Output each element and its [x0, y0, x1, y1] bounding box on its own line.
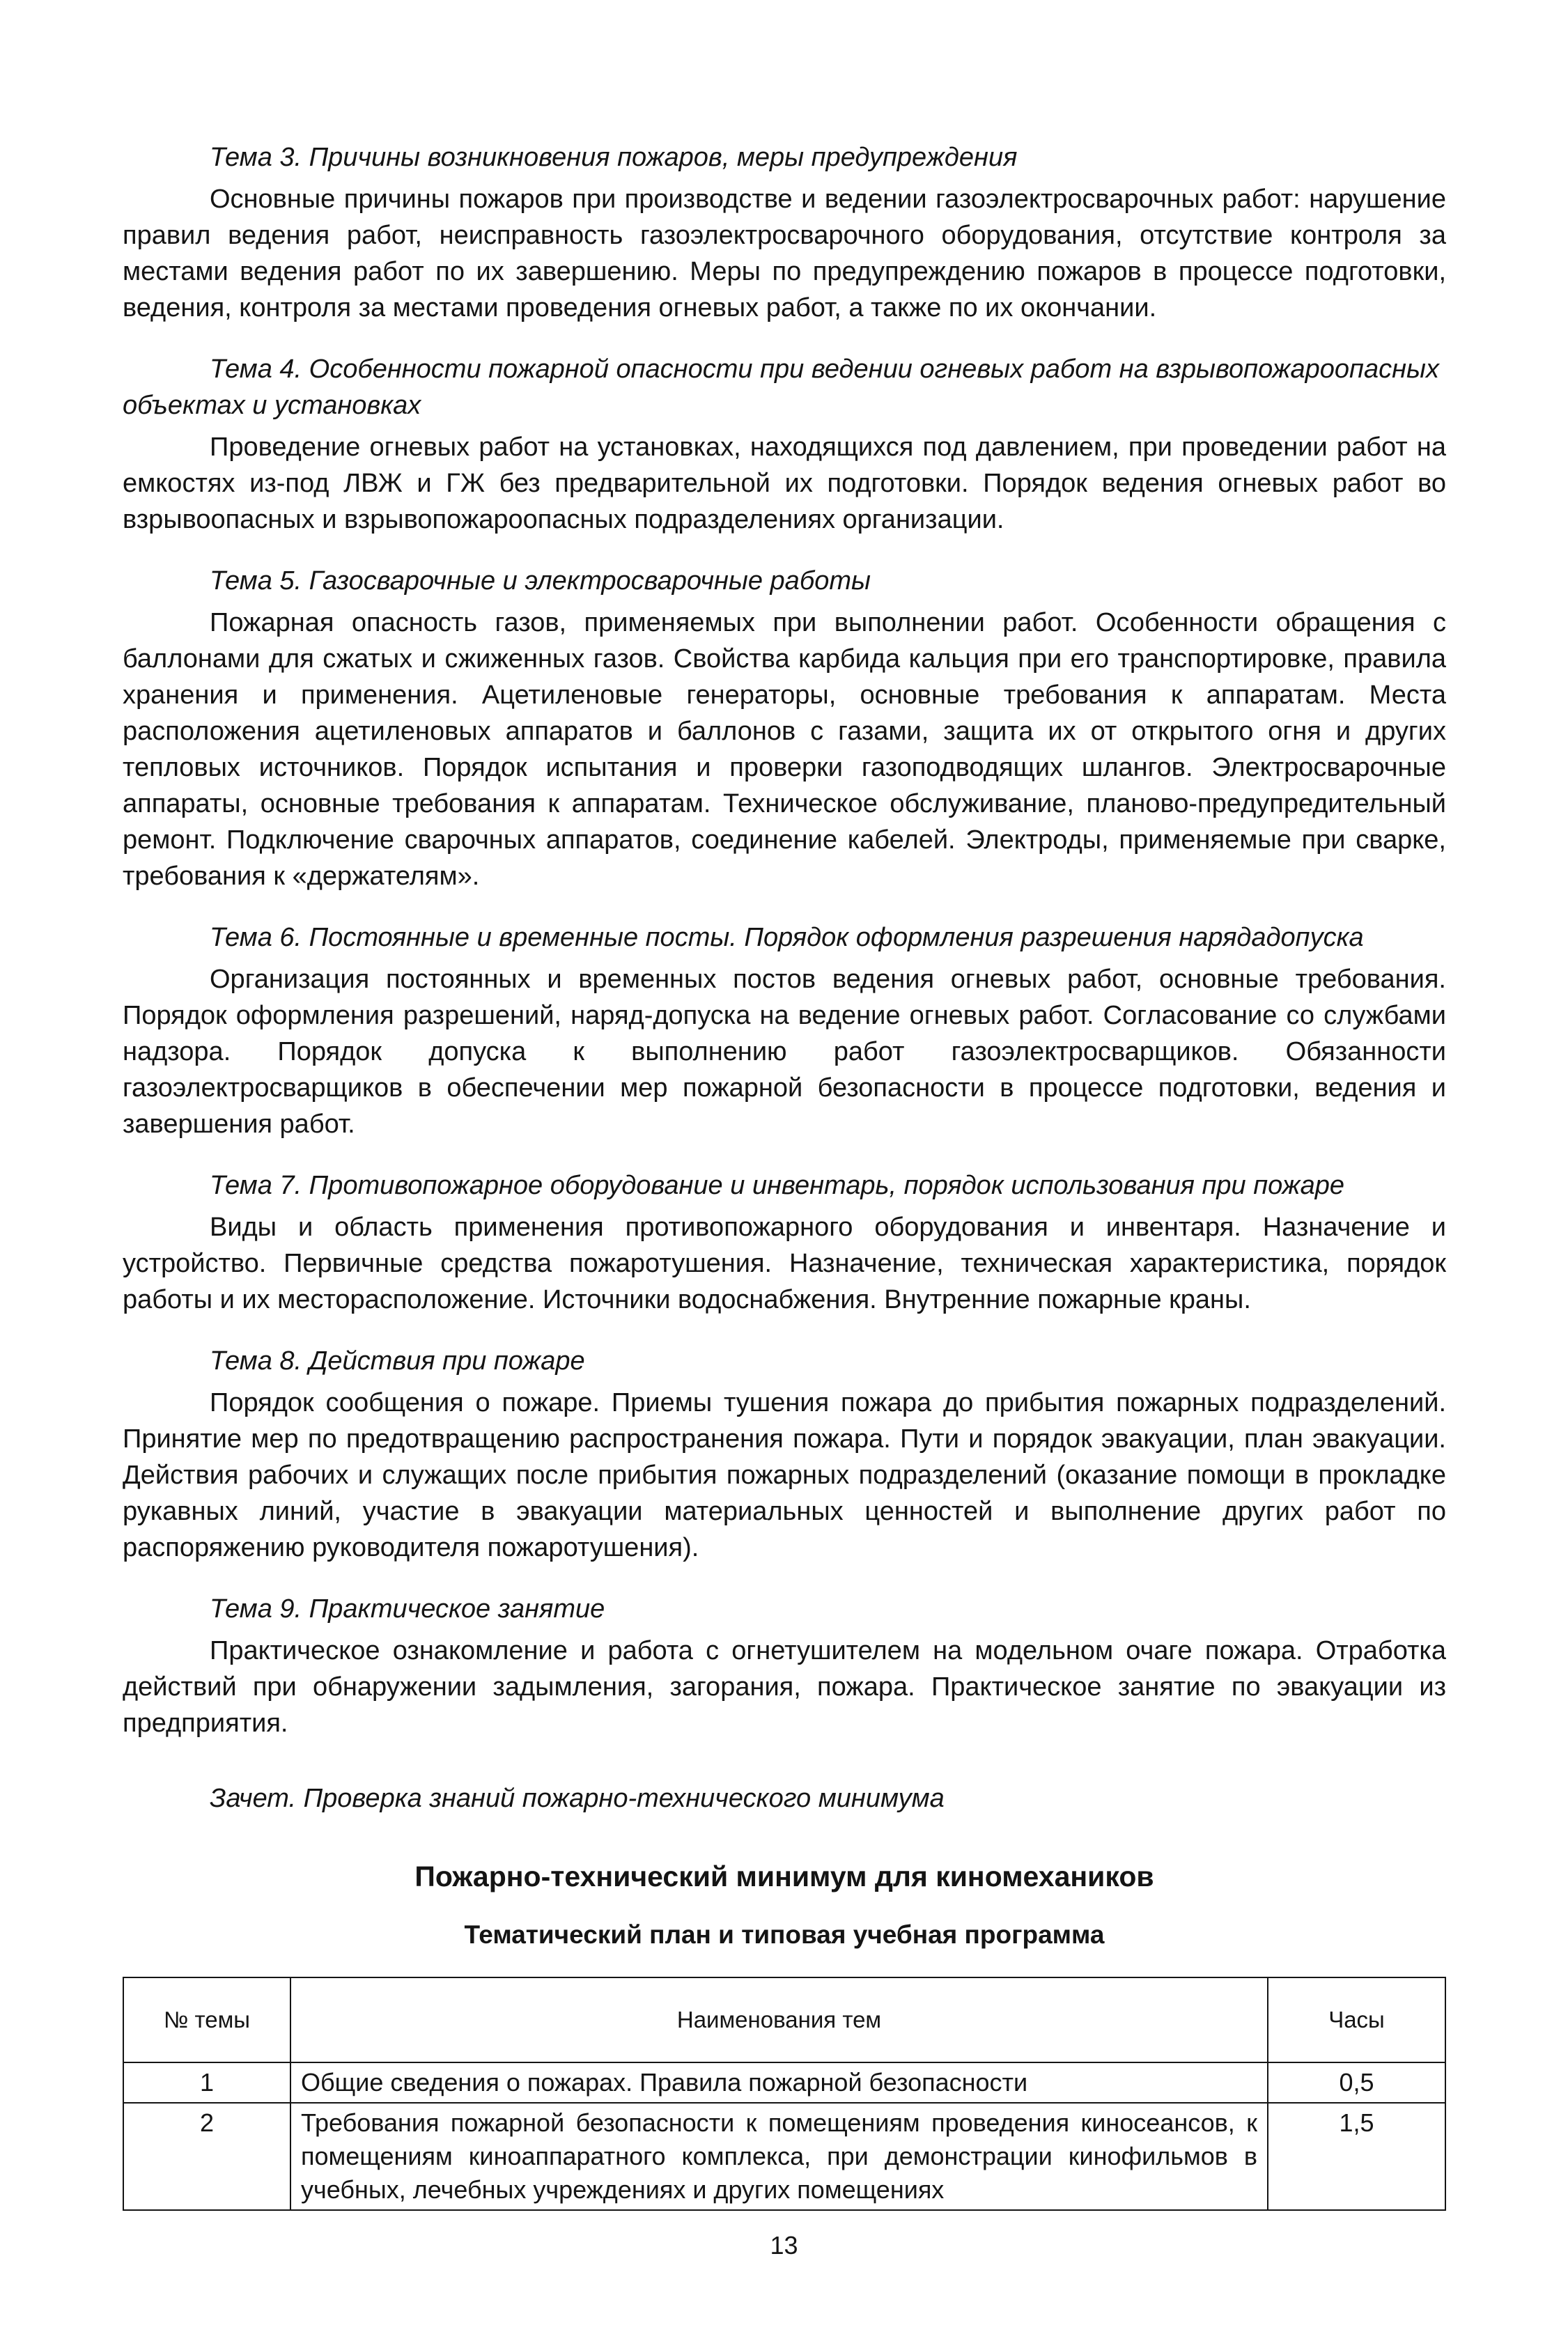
topic-heading: Тема 8. Действия при пожаре	[210, 1346, 585, 1376]
cell-topic-number: 1	[123, 2062, 290, 2103]
topic-body: Порядок сообщения о пожаре. Приемы тушения пожара до прибытия пожарных подразделений. Принятие мер по предотвращению распространения пожара. Пути и порядок эвакуации, план эвакуации. Действия рабочих и служащих после прибытия пожарных подразделений (оказание помощи в прокладке рукавных линий, участие в эвакуации материальных ценностей и выполнение других работ по распоряжению руководителя пожаротушения).	[123, 1388, 1446, 1562]
topic-5	[123, 563, 1446, 894]
topic-body: Проведение огневых работ на установках, находящихся под давлением, при проведении работ на емкостях из-под ЛВЖ и ГЖ без предварительной их подготовки. Порядок ведения огневых работ во взрывоопасных и взрывопожароопасных подразделениях организации.	[123, 433, 1446, 534]
topic-heading: Тема 5. Газосварочные и электросварочные работы	[210, 566, 871, 596]
topic-heading: Тема 7. Противопожарное оборудование и инвентарь, порядок использования при пожаре	[210, 1171, 1344, 1200]
cell-topic-name: Требования пожарной безопасности к помещениям проведения киносеансов, к помещениям киноаппаратного комплекса, при демонстрации кинофильмов в учебных, лечебных учреждениях и других помещениях	[290, 2103, 1268, 2210]
page-number: 13	[770, 2231, 798, 2260]
topic-4	[123, 351, 1446, 538]
topic-body: Пожарная опасность газов, применяемых при выполнении работ. Особенности обращения с баллонами для сжатых и сжиженных газов. Свойства карбида кальция при его транспортировке, правила хранения и применения. Ацетиленовые генераторы, основные требования к аппаратам. Места расположения ацетиленовых аппаратов и баллонов с газами, защита их от открытого огня и других тепловых источников. Порядок испытания и проверки газоподводящих шлангов. Электросварочные аппараты, основные требования к аппаратам. Техническое обслуживание, планово-предупредительный ремонт. Подключение сварочных аппаратов, соединение кабелей. Электроды, применяемые при сварке, требования к «держателям».	[123, 608, 1446, 891]
document-subtitle: Тематический план и типовая учебная программа	[464, 1920, 1105, 1949]
topic-body: Практическое ознакомление и работа с огнетушителем на модельном очаге пожара. Отработка действий при обнаружении задымления, загорания, пожара. Практическое занятие по эвакуации из предприятия.	[123, 1636, 1446, 1738]
topic-heading: Тема 9. Практическое занятие	[210, 1594, 605, 1624]
topic-9	[123, 1591, 1446, 1741]
header-topic-name: Наименования тем	[290, 1977, 1268, 2062]
table-header-row	[123, 1977, 1445, 2062]
table-row	[123, 2103, 1445, 2210]
topic-3	[123, 139, 1446, 326]
zachet-line: Зачет. Проверка знаний пожарно-технического минимума	[210, 1784, 945, 1813]
cell-hours: 0,5	[1268, 2062, 1445, 2103]
topic-heading: Тема 3. Причины возникновения пожаров, меры предупреждения	[210, 143, 1018, 172]
topic-6	[123, 919, 1446, 1142]
document-page	[123, 139, 1446, 2211]
topic-heading: Тема 4. Особенности пожарной опасности при ведении огневых работ на взрывопожароопасных объектах и установках	[123, 355, 1439, 420]
document-title: Пожарно-технический минимум для киномехаников	[414, 1860, 1154, 1892]
table-row	[123, 2062, 1445, 2103]
thematic-plan-table	[123, 1977, 1446, 2211]
header-topic-number: № темы	[123, 1977, 290, 2062]
topic-8	[123, 1343, 1446, 1566]
header-hours: Часы	[1268, 1977, 1445, 2062]
cell-topic-name: Общие сведения о пожарах. Правила пожарной безопасности	[290, 2062, 1268, 2103]
topic-7	[123, 1167, 1446, 1318]
topic-body: Виды и область применения противопожарного оборудования и инвентаря. Назначение и устройство. Первичные средства пожаротушения. Назначение, техническая характеристика, порядок работы и их месторасположение. Источники водоснабжения. Внутренние пожарные краны.	[123, 1213, 1446, 1314]
topic-body: Основные причины пожаров при производстве и ведении газоэлектросварочных работ: нарушение правил ведения работ, неисправность газоэлектросварочного оборудования, отсутствие контроля за местами ведения работ по их завершению. Меры по предупреждению пожаров в процессе подготовки, ведения, контроля за местами проведения огневых работ, а также по их окончании.	[123, 185, 1446, 322]
cell-topic-number: 2	[123, 2103, 290, 2210]
cell-hours: 1,5	[1268, 2103, 1445, 2210]
topic-body: Организация постоянных и временных постов ведения огневых работ, основные требования. Порядок оформления разрешений, наряд-допуска на ведение огневых работ. Согласование со службами надзора. Порядок допуска к выполнению работ газоэлектросварщиков. Обязанности газоэлектросварщиков в обеспечении мер пожарной безопасности в процессе подготовки, ведения и завершения работ.	[123, 965, 1446, 1139]
topic-heading: Тема 6. Постоянные и временные посты. Порядок оформления разрешения нарядадопуска	[210, 923, 1364, 952]
